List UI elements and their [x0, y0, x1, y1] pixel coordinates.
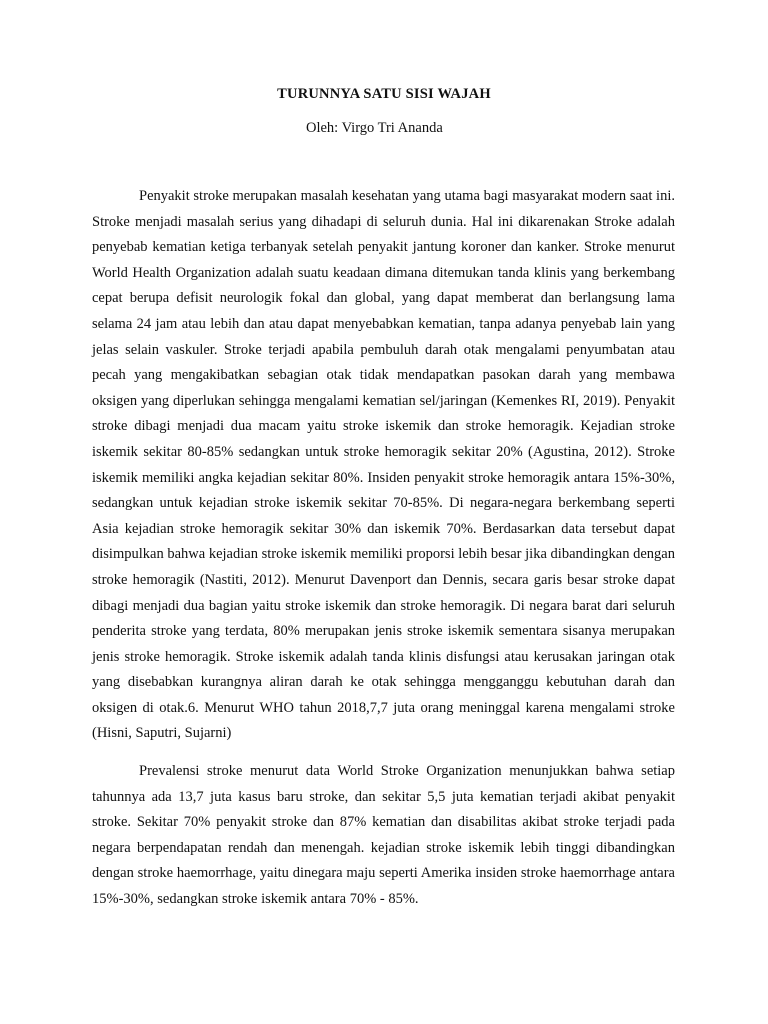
paragraph-1: Penyakit stroke merupakan masalah kesehatan yang utama bagi masyarakat modern saat ini. Stroke menjadi masalah serius yang dihadapi di seluruh dunia. Hal ini dikarenakan Stroke adalah penyebab kematian ketiga terbanyak setelah penyakit jantung koroner dan kanker. Stroke menurut World Health Organization adalah suatu keadaan dimana ditemukan tanda klinis yang berkembang cepat berupa defisit neurologik fokal dan global, yang dapat memberat dan berlangsung lama selama 24 jam atau lebih dan atau dapat menyebabkan kematian, tanpa adanya penyebab lain yang jelas selain vaskuler. Stroke terjadi apabila pembuluh darah otak mengalami penyumbatan atau pecah yang mengakibatkan sebagian otak tidak mendapatkan pasokan darah yang membawa oksigen yang diperlukan sehingga mengalami kematian sel/jaringan (Kemenkes RI, 2019). Penyakit stroke dibagi menjadi dua macam yaitu stroke iskemik dan stroke hemoragik. Kejadian stroke iskemik sekitar 80-85% sedangkan untuk stroke hemoragik sekitar 20% (Agustina, 2012). Stroke iskemik memiliki angka kejadian sekitar 80%. Insiden penyakit stroke hemoragik antara 15%-30%, sedangkan untuk kejadian stroke iskemik sekitar 70-85%. Di negara-negara berkembang seperti Asia kejadian stroke hemoragik sekitar 30% dan iskemik 70%. Berdasarkan data tersebut dapat disimpulkan bahwa kejadian stroke iskemik memiliki proporsi lebih besar jika dibandingkan dengan stroke hemoragik (Nastiti, 2012). Menurut Davenport dan Dennis, secara garis besar stroke dapat dibagi menjadi dua bagian yaitu stroke iskemik dan stroke hemoragik. Di negara barat dari seluruh penderita stroke yang terdata, 80% merupakan jenis stroke iskemik sementara sisanya merupakan jenis stroke hemoragik. Stroke iskemik adalah tanda klinis disfungsi atau kerusakan jaringan otak yang disebabkan kurangnya aliran darah ke otak sehingga mengganggu kebutuhan darah dan oksigen di otak.6. Menurut WHO tahun 2018,7,7 juta orang meninggal karena mengalami stroke (Hisni, Saputri, Sujarni) — [92, 188, 675, 742]
paragraph-2: Prevalensi stroke menurut data World Stroke Organization menunjukkan bahwa setiap tahunnya ada 13,7 juta kasus baru stroke, dan sekitar 5,5 juta kematian terjadi akibat penyakit stroke. Sekitar 70% penyakit stroke dan 87% kematian dan disabilitas akibat stroke terjadi pada negara berpendapatan rendah dan menengah. kejadian stroke iskemik lebih tinggi dibandingkan dengan stroke haemorrhage, yaitu dinegara maju seperti Amerika insiden stroke haemorrhage antara 15%-30%, sedangkan stroke iskemik antara 70% - 85%. — [92, 763, 675, 908]
document-author: Oleh: Virgo Tri Ananda — [306, 120, 443, 136]
document-title: TURUNNYA SATU SISI WAJAH — [277, 86, 491, 102]
document-body — [92, 184, 675, 913]
